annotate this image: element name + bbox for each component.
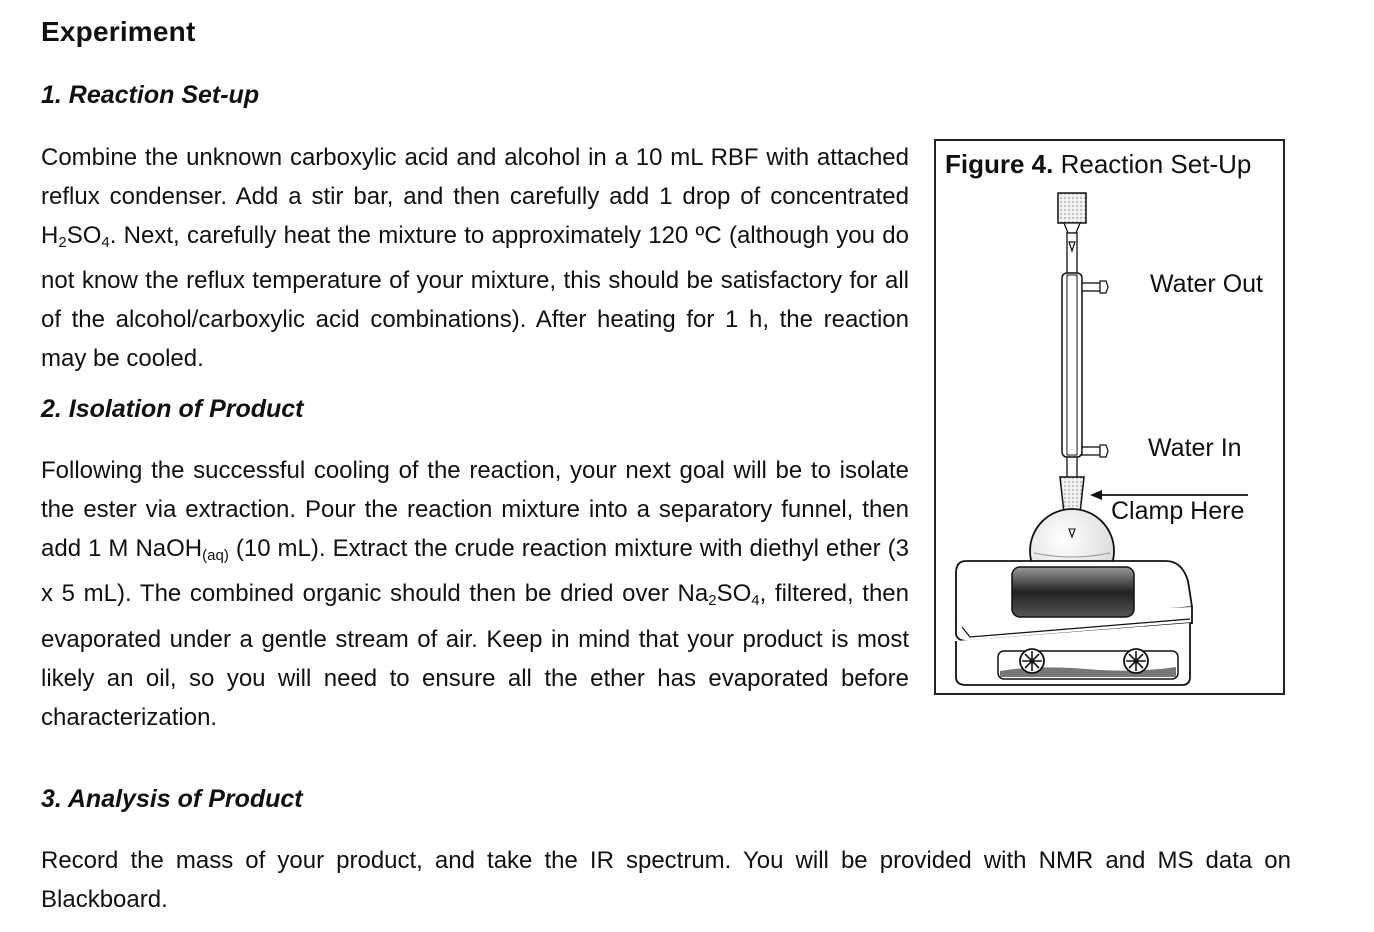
water-out-outlet	[1082, 281, 1108, 293]
section-body-analysis: Record the mass of your product, and take the IR spectrum. You will be provided with NMR and MS data on Blackboard.	[41, 847, 1291, 913]
label-water-in: Water In	[1148, 434, 1242, 462]
section-body-reaction-setup: Combine the unknown carboxylic acid and alcohol in a 10 mL RBF with attached reflux condenser. Add a stir bar, and then carefully add 1 drop of concentrated $H_2SO_4$. Next, carefully heat the mixture to approximately 120 ºC (although you do not know the reflux temperature of your mixture, this should be satisfactory for all of the alcohol/carboxylic acid combinations). After heating for 1 h, the reaction may be cooled.	[41, 144, 909, 372]
figure-caption: Figure 4. Reaction Set-Up	[945, 149, 1252, 179]
knob-right	[1124, 649, 1148, 673]
figure-reaction-setup	[934, 139, 1285, 695]
knob-left	[1020, 649, 1044, 673]
reflux-apparatus-illustration	[936, 141, 1283, 693]
hot-plate-stirrer	[956, 561, 1192, 685]
top-stopper	[1058, 193, 1086, 233]
label-clamp-here: Clamp Here	[1111, 497, 1245, 525]
section-heading-isolation: 2. Isolation of Product	[41, 395, 304, 423]
label-water-out: Water Out	[1150, 270, 1263, 298]
section-body-isolation: Following the successful cooling of the reaction, your next goal will be to isolate the ester via extraction. Pour the reaction mixture into a separatory funnel, then add 1 M NaOH$_{(aq)}$ (10 mL). Extract the crude reaction mixture with diethyl ether (3 x 5 mL). The combined organic should then be dried over $Na_2SO_4$, filtered, then evaporated under a gentle stream of air. Keep in mind that your product is most likely an oil, so you will need to ensure all the ether has evaporated before characterization.	[41, 457, 910, 731]
section-heading-analysis: 3. Analysis of Product	[41, 785, 303, 813]
water-in-inlet	[1082, 445, 1108, 457]
section-heading-reaction-setup: 1. Reaction Set-up	[41, 81, 260, 109]
page-title: Experiment	[41, 16, 196, 47]
